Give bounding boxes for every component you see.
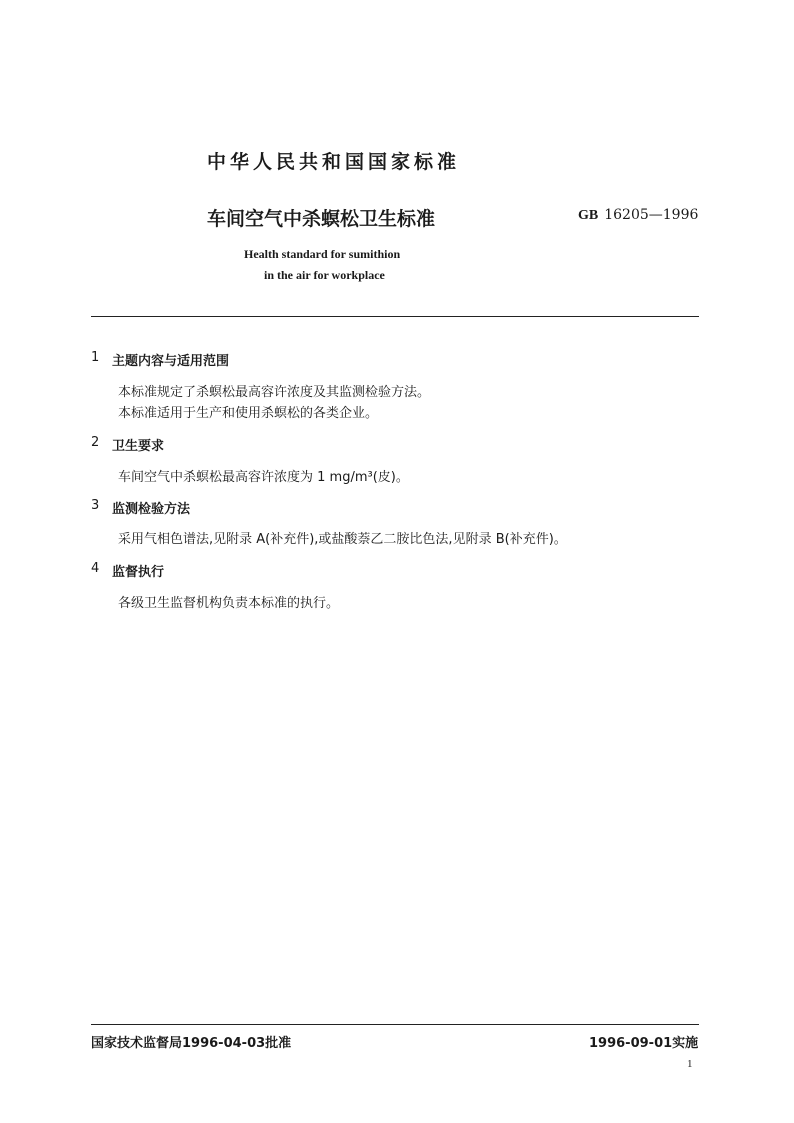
section-paragraph: 车间空气中杀螟松最高容许浓度为 1 mg/m³(皮)。 (118, 470, 409, 485)
section-paragraph: 本标准规定了杀螟松最高容许浓度及其监测检验方法。 (118, 385, 431, 400)
implementation-date: 1996-09-01实施 (589, 1036, 699, 1051)
section-number: 2 (91, 435, 100, 450)
section-heading: 监测检验方法 (112, 502, 191, 517)
section-paragraph: 各级卫生监督机构负责本标准的执行。 (118, 596, 340, 611)
header-divider (91, 316, 699, 317)
page-number: 1 (687, 1058, 693, 1070)
approval-date: 国家技术监督局1996-04-03批准 (91, 1036, 292, 1051)
document-title-en-line2: in the air for workplace (264, 268, 385, 282)
section-number: 3 (91, 498, 100, 513)
national-standard-heading: 中华人民共和国国家标准 (207, 151, 461, 173)
section-number: 1 (91, 350, 100, 365)
document-title-en-line1: Health standard for sumithion (244, 247, 401, 261)
section-heading: 卫生要求 (112, 439, 165, 454)
section-paragraph: 采用气相色谱法,见附录 A(补充件),或盐酸萘乙二胺比色法,见附录 B(补充件)。 (118, 532, 567, 547)
section-number: 4 (91, 561, 100, 576)
standard-code: 16205—1996 (604, 207, 699, 223)
footer-divider (91, 1024, 699, 1025)
standard-number (578, 207, 698, 224)
section-heading: 监督执行 (112, 565, 165, 580)
standard-prefix: GB (578, 208, 599, 223)
section-paragraph: 本标准适用于生产和使用杀螟松的各类企业。 (118, 406, 379, 421)
document-title-cn: 车间空气中杀螟松卫生标准 (207, 208, 436, 230)
section-heading: 主题内容与适用范围 (112, 354, 230, 369)
